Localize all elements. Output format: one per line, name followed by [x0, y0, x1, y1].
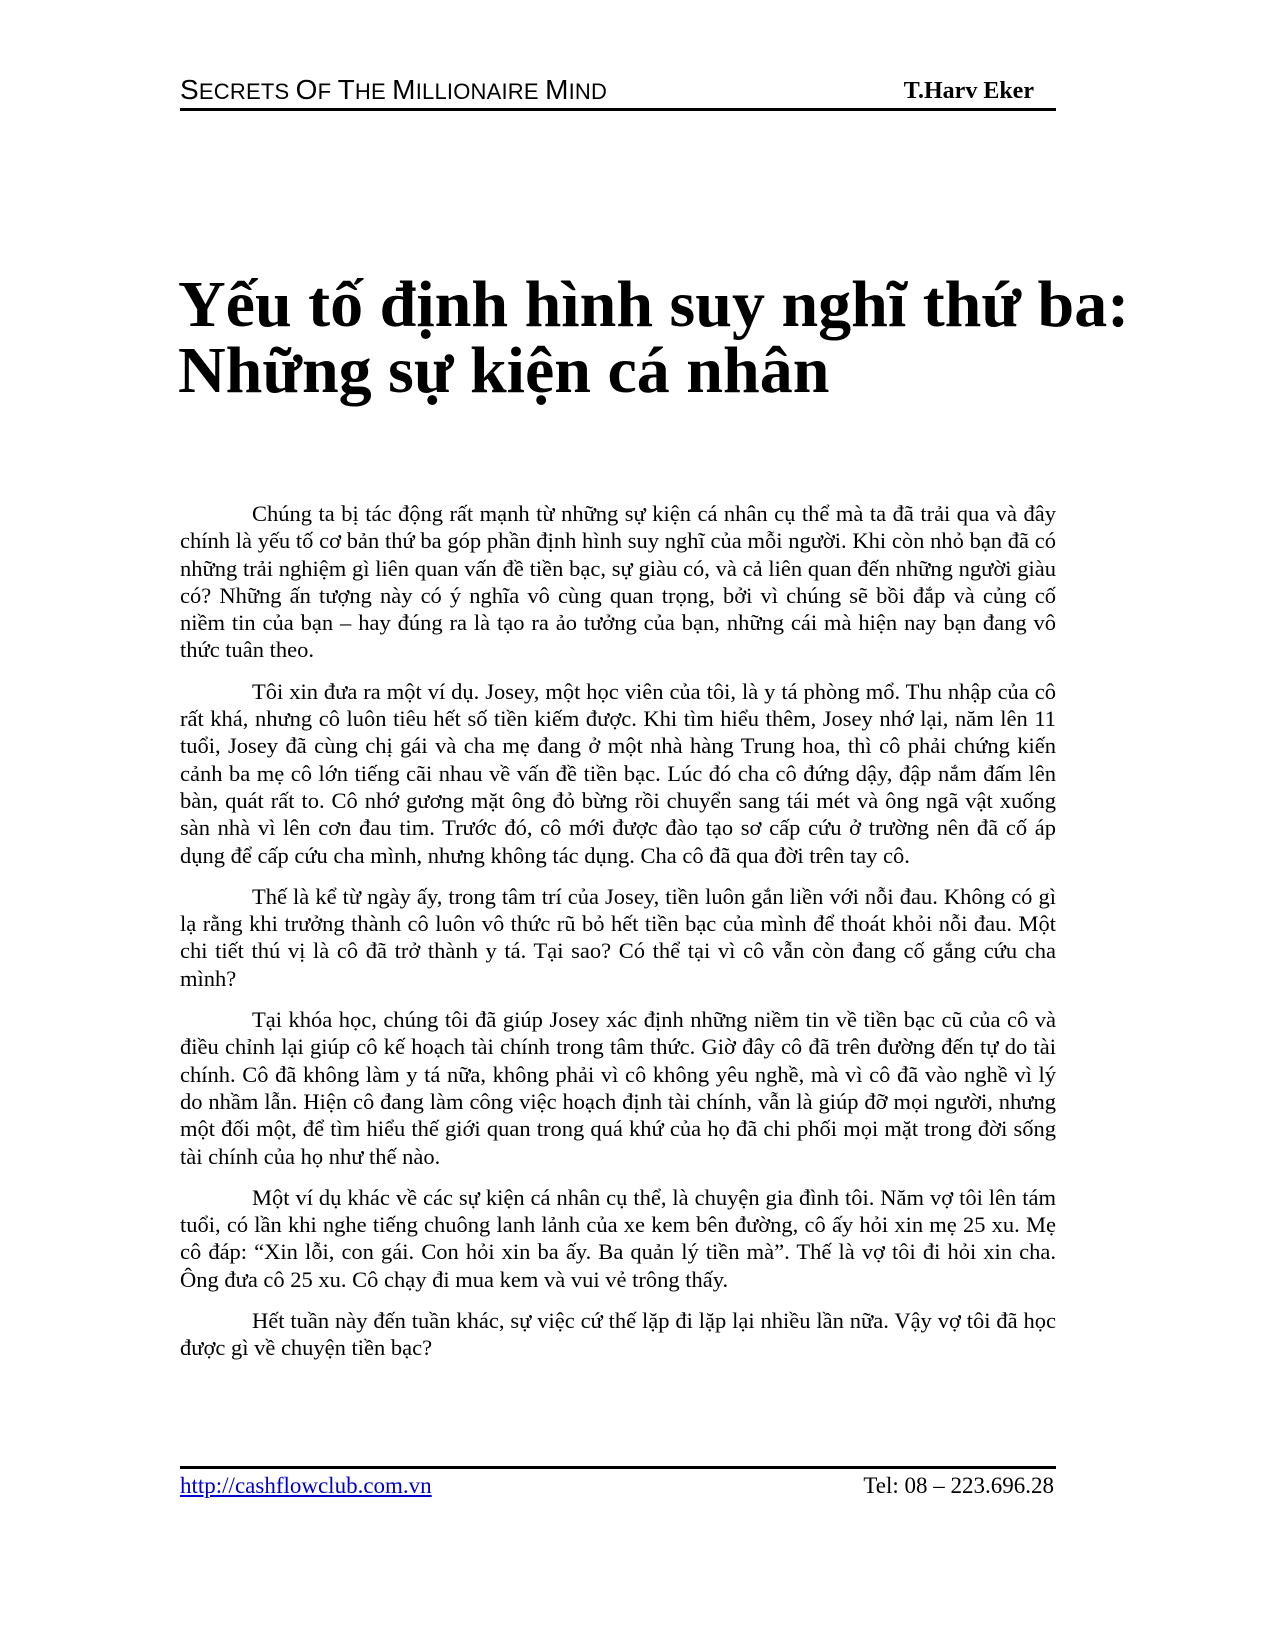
paragraph: Chúng ta bị tác động rất mạnh từ những sự kiện cá nhân cụ thể mà ta đã trải qua và đây chính là yếu tố cơ bản thứ ba góp phần định hình suy nghĩ của mỗi người. Khi còn nhỏ bạn đã có những trải nghiệm gì liên quan vấn đề tiền bạc, sự giàu có, và cả liên quan đến những người giàu có? Những ấn tượng này có ý nghĩa vô cùng quan trọng, bởi vì chúng sẽ bồi đắp và củng cố niềm tin của bạn – hay đúng ra là tạo ra ảo tưởng của bạn, những cái mà hiện nay bạn đang vô thức tuân theo.: [180, 501, 1056, 663]
paragraph: Một ví dụ khác về các sự kiện cá nhân cụ thể, là chuyện gia đình tôi. Năm vợ tôi lên tám tuổi, có lần khi nghe tiếng chuông lanh lảnh của xe kem bên đường, cô ấy hỏi xin mẹ 25 xu. Mẹ cô đáp: “Xin lỗi, con gái. Con hỏi xin ba ấy. Ba quản lý tiền mà”. Thế là vợ tôi đi hỏi xin cha. Ông đưa cô 25 xu. Cô chạy đi mua kem và vui vẻ trông thấy.: [180, 1184, 1056, 1292]
book-title-word: ILLIONAIRE: [415, 79, 546, 104]
website-link[interactable]: http://cashflowclub.com.vn: [180, 1473, 432, 1498]
paragraph: Tại khóa học, chúng tôi đã giúp Josey xác định những niềm tin về tiền bạc cũ của cô và điều chỉnh lại giúp cô kế hoạch tài chính trong tâm thức. Giờ đây cô đã trên đường đến tự do tài chính. Cô đã không làm y tá nữa, không phải vì cô không yêu nghề, mà vì cô đã vào nghề vì lý do nhầm lẫn. Hiện cô đang làm công việc hoạch định tài chính, vẫn là giúp đỡ mọi người, nhưng một đối một, để tìm hiểu thế giới quan trong quá khứ của họ đã chi phối mọi mặt trong đời sống tài chính của họ như thế nào.: [180, 1007, 1056, 1169]
book-title-initial: M: [545, 74, 569, 105]
paragraph: Hết tuần này đến tuần khác, sự việc cứ thế lặp đi lặp lại nhiều lần nữa. Vậy vợ tôi đã học được gì về chuyện tiền bạc?: [180, 1308, 1056, 1361]
book-title-initial: M: [392, 74, 416, 105]
author-name: T.Harv Eker: [903, 78, 1034, 104]
book-title-word: HE: [354, 79, 393, 104]
paragraph: Thế là kể từ ngày ấy, trong tâm trí của Josey, tiền luôn gắn liền với nỗi đau. Không có gì lạ rằng khi trưởng thành cô luôn vô thức rũ bỏ hết tiền bạc của mình để thoát khỏi nỗi đau. Một chi tiết thú vị là cô đã trở thành y tá. Tại sao? Có thể tại vì cô vẫn còn đang cố gắng cứu cha mình?: [180, 883, 1056, 991]
book-title-initial: T: [337, 74, 355, 105]
book-title-word: F: [317, 79, 338, 104]
book-title-word: IND: [568, 79, 608, 104]
chapter-title-line-1: Yếu tố định hình suy nghĩ thứ ba:: [178, 268, 1130, 341]
page-header: [180, 72, 1056, 111]
body-text: [180, 500, 1056, 1376]
chapter-title: [178, 268, 1130, 407]
book-title-word: ECRETS: [198, 79, 296, 104]
phone-number: Tel: 08 – 223.696.28: [863, 1473, 1054, 1498]
paragraph: Tôi xin đưa ra một ví dụ. Josey, một học viên của tôi, là y tá phòng mổ. Thu nhập của cô rất khá, nhưng cô luôn tiêu hết số tiền kiếm được. Khi tìm hiểu thêm, Josey nhớ lại, năm lên 11 tuổi, Josey đã cùng chị gái và cha mẹ đang ở một nhà hàng Trung hoa, thì cô phải chứng kiến cảnh ba mẹ cô lớn tiếng cãi nhau về vấn đề tiền bạc. Lúc đó cha cô đứng dậy, đập nắm đấm lên bàn, quát rất to. Cô nhớ gương mặt ông đỏ bừng rồi chuyển sang tái mét và ông ngã vật xuống sàn nhà vì lên cơn đau tim. Trước đó, cô mới được đào tạo sơ cấp cứu ở trường nên đã cố áp dụng để cấp cứu cha mình, nhưng không tác dụng. Cha cô đã qua đời trên tay cô.: [180, 678, 1056, 868]
book-title: [180, 74, 607, 106]
chapter-title-line-2: Những sự kiện cá nhân: [178, 334, 830, 407]
page-footer: [180, 1466, 1056, 1505]
book-title-initial: S: [180, 74, 199, 105]
book-title-initial: O: [295, 74, 318, 105]
